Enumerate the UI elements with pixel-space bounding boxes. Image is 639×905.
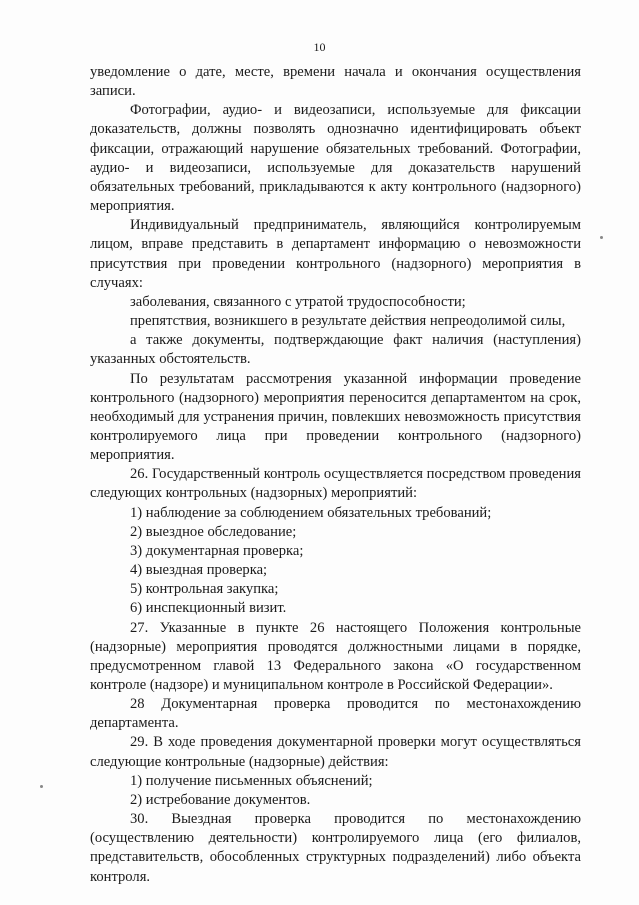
paragraph-case-force-majeure: препятствия, возникшего в результате действия непреодолимой силы, xyxy=(130,313,566,330)
paragraph-27: 27. Указанные в пункте 26 настоящего Положения контрольные (надзорные) мероприятия проводятся должностными лицами в порядке, предусмотренном главой 13 Федерального закона «О государственном контроле (надзоре) и муниципальном контроле в Российской Федерации». xyxy=(90,619,581,693)
paragraph-case-illness: заболевания, связанного с утратой трудоспособности; xyxy=(130,293,466,310)
list-item: 6) инспекционный визит. xyxy=(130,600,287,617)
scan-speck xyxy=(40,785,43,788)
list-item: 2) истребование документов. xyxy=(130,791,311,808)
paragraph-entrepreneur-absence: Индивидуальный предприниматель, являющийся контролируемым лицом, вправе представить в департамент информацию о невозможности присутствия при проведении контрольного (надзорного) мероприятия в случаях: xyxy=(90,217,581,291)
paragraph-supporting-documents: а также документы, подтверждающие факт наличия (наступления) указанных обстоятельств. xyxy=(90,332,581,368)
scan-speck xyxy=(600,236,603,239)
paragraph-continuation: уведомление о дате, месте, времени начала и окончания осуществления записи. xyxy=(90,64,581,100)
paragraph-photo-evidence: Фотографии, аудио- и видеозаписи, используемые для фиксации доказательств, должны позволять однозначно идентифицировать объект фиксации, отражающий нарушение обязательных требований. Фотографии, аудио- и видеозаписи, используемые для доказательств нарушений обязательных требований, прикладываются к акту контрольного (надзорного) мероприятия. xyxy=(90,102,581,215)
list-item: 1) наблюдение за соблюдением обязательных требований; xyxy=(130,504,492,521)
document-body xyxy=(90,63,581,887)
page-number: 10 xyxy=(313,40,326,54)
list-item: 3) документарная проверка; xyxy=(130,542,304,559)
list-item: 4) выездная проверка; xyxy=(130,562,268,579)
paragraph-postponement: По результатам рассмотрения указанной информации проведение контрольного (надзорного) мероприятия переносится департаментом на срок, необходимый для устранения причин, повлекших невозможность присутствия контролируемого лица при проведении контрольного (надзорного) мероприятия. xyxy=(90,370,581,464)
paragraph-26: 26. Государственный контроль осуществляется посредством проведения следующих контрольных (надзорных) мероприятий: xyxy=(90,466,581,502)
list-item: 2) выездное обследование; xyxy=(130,523,297,540)
paragraph-28: 28 Документарная проверка проводится по местонахождению департамента. xyxy=(90,696,581,732)
list-item: 5) контрольная закупка; xyxy=(130,581,279,598)
paragraph-30: 30. Выездная проверка проводится по местонахождению (осуществлению деятельности) контролируемого лица (его филиалов, представительств, обособленных структурных подразделений) либо объекта контроля. xyxy=(90,811,581,885)
list-item: 1) получение письменных объяснений; xyxy=(130,772,373,789)
paragraph-29: 29. В ходе проведения документарной проверки могут осуществляться следующие контрольные (надзорные) действия: xyxy=(90,734,581,770)
